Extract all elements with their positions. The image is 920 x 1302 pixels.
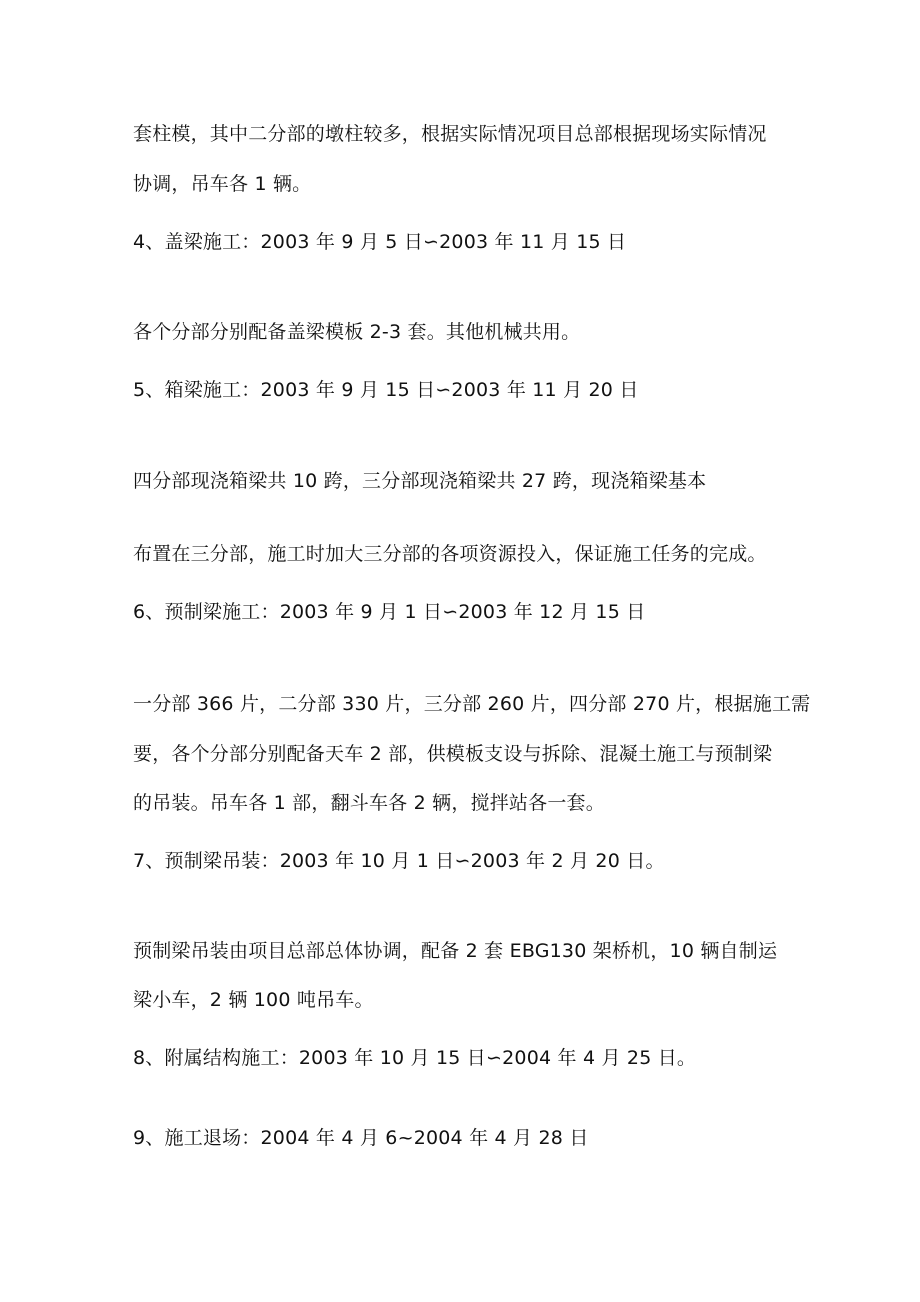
section-heading: 8、附属结构施工：2003 年 10 月 15 日∽2004 年 4 月 25 日。: [133, 1047, 697, 1069]
section-heading: 7、预制梁吊装：2003 年 10 月 1 日∽2003 年 2 月 20 日。: [133, 850, 665, 872]
text-line: 一分部 366 片，二分部 330 片，三分部 260 片，四分部 270 片，根据施工需: [133, 693, 811, 715]
text-line: 协调，吊车各 1 辆。: [133, 173, 312, 195]
text-line: 布置在三分部，施工时加大三分部的各项资源投入，保证施工任务的完成。: [133, 543, 767, 565]
text-line: 要，各个分部分别配备天车 2 部，供模板支设与拆除、混凝土施工与预制梁: [133, 743, 773, 765]
text-line: 的吊装。吊车各 1 部，翻斗车各 2 辆，搅拌站各一套。: [133, 792, 605, 814]
text-line: 各个分部分别配备盖梁模板 2-3 套。其他机械共用。: [133, 321, 581, 343]
text-line: 四分部现浇箱梁共 10 跨，三分部现浇箱梁共 27 跨，现浇箱梁基本: [133, 470, 707, 492]
section-heading: 4、盖梁施工：2003 年 9 月 5 日∽2003 年 11 月 15 日: [133, 231, 627, 253]
section-heading: 6、预制梁施工：2003 年 9 月 1 日∽2003 年 12 月 15 日: [133, 601, 646, 623]
text-line: 预制梁吊装由项目总部总体协调，配备 2 套 EBG130 架桥机，10 辆自制运: [133, 940, 778, 962]
section-heading: 5、箱梁施工：2003 年 9 月 15 日∽2003 年 11 月 20 日: [133, 379, 639, 401]
text-line: 梁小车，2 辆 100 吨吊车。: [133, 989, 374, 1011]
section-heading: 9、施工退场：2004 年 4 月 6~2004 年 4 月 28 日: [133, 1127, 589, 1149]
text-line: 套柱模，其中二分部的墩柱较多，根据实际情况项目总部根据现场实际情况: [133, 123, 767, 145]
